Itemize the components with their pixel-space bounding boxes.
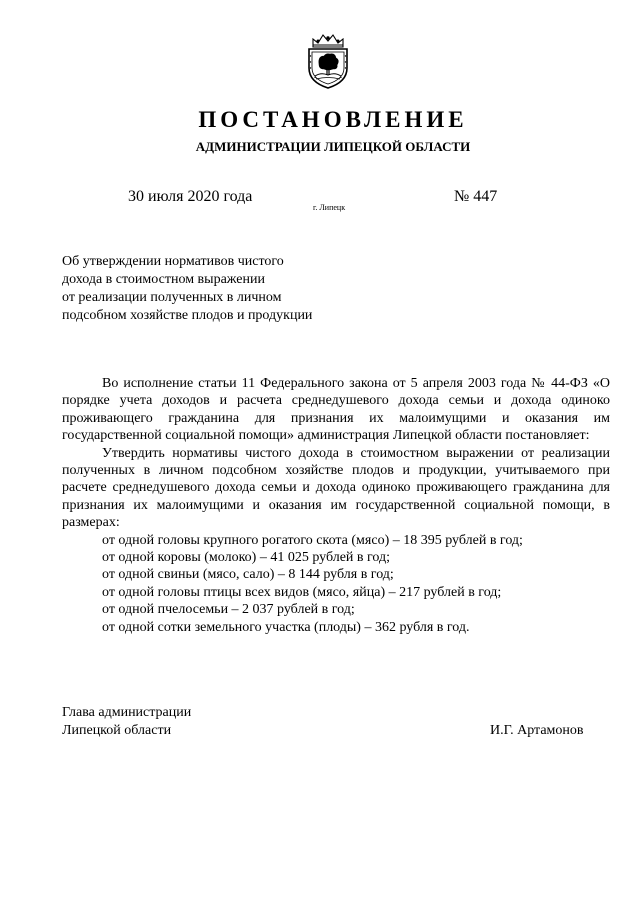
norm-item: от одной пчелосемьи – 2 037 рублей в год; <box>102 602 355 618</box>
document-title: ПОСТАНОВЛЕНИЕ <box>198 107 468 132</box>
subject-line: от реализации полученных в личном <box>62 290 282 305</box>
norm-item: от одной сотки земельного участка (плоды) – 362 рубля в год. <box>102 619 470 635</box>
norm-item: от одной коровы (молоко) – 41 025 рублей в год; <box>102 550 391 566</box>
document-number: № 447 <box>454 188 498 205</box>
signer-name: И.Г. Артамонов <box>490 723 584 738</box>
document-city: г. Липецк <box>313 203 346 212</box>
norm-item: от одной свиньи (мясо, сало) – 8 144 рубля в год; <box>102 567 394 583</box>
subject-line: дохода в стоимостном выражении <box>62 272 265 287</box>
signer-position-line: Липецкой области <box>62 723 172 738</box>
subject-line: Об утверждении нормативов чистого <box>62 254 284 269</box>
lipetsk-coat-of-arms-icon <box>303 30 353 90</box>
document-body <box>62 375 610 636</box>
document-subject <box>62 253 312 325</box>
norms-list <box>62 532 610 636</box>
subject-line: подсобном хозяйстве плодов и продукции <box>62 308 313 323</box>
preamble-paragraph: Во исполнение статьи 11 Федерального закона от 5 апреля 2003 года № 44-ФЗ «О порядке учета доходов и расчета среднедушевого дохода семьи и дохода одиноко проживающего гражданина для признания их малоимущими и оказания им государственной социальной помощи» администрация Липецкой области постановляет: <box>62 376 610 444</box>
signer-position-line: Глава администрации <box>62 705 192 720</box>
resolution-paragraph: Утвердить нормативы чистого дохода в стоимостном выражении от реализации полученных в личном подсобном хозяйстве плодов и продукции, учитываемого при расчете среднедушевого дохода семьи и дохода одиноко проживающего гражданина для признания их малоимущими и оказания им государственной социальной помощи, в размерах: <box>62 445 610 531</box>
norm-item: от одной головы птицы всех видов (мясо, яйца) – 217 рублей в год; <box>102 584 502 600</box>
document-date: 30 июля 2020 года <box>128 188 253 205</box>
norm-item: от одной головы крупного рогатого скота (мясо) – 18 395 рублей в год; <box>102 532 523 548</box>
issuer-name: АДМИНИСТРАЦИИ ЛИПЕЦКОЙ ОБЛАСТИ <box>195 139 471 154</box>
signer-position <box>62 704 191 740</box>
